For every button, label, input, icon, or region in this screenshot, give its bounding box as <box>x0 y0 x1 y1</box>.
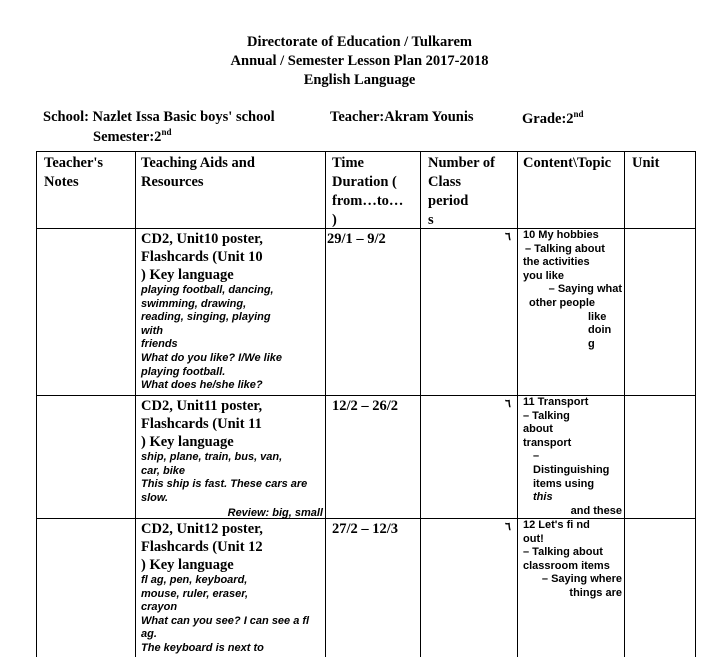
row-2-aids: CD2, Unit11 poster, Flashcards (Unit 11 ) Key language ship, plane, train, bus, van, car, bike This ship is fast. These cars are slow. Review: big, small <box>141 398 323 520</box>
row-3-periods: ٦ <box>505 521 511 533</box>
row-3-time: 27/2 – 12/3 <box>332 521 399 537</box>
table-border-top <box>36 151 696 152</box>
row-3-content: 12 Let's fi nd out! – Talking about classroom items – Saying where things are <box>523 519 622 599</box>
row-1-content: 10 My hobbies – Talking about the activities you like – Saying what other people like doin g <box>523 229 622 350</box>
col-header-unit: Unit <box>632 155 660 171</box>
doc-title-line-2: Annual / Semester Lesson Plan 2017-2018 <box>230 53 489 69</box>
col-divider-1 <box>135 151 136 657</box>
row-1-time: 29/1 – 9/2 <box>327 231 386 247</box>
doc-title-line-3: English Language <box>303 72 416 88</box>
table-border-left <box>36 151 37 657</box>
col-divider-5 <box>624 151 625 657</box>
teacher-label: Teacher:Akram Younis <box>330 109 474 125</box>
col-header-content: Content\Topic <box>523 155 612 171</box>
row-2-time: 12/2 – 26/2 <box>332 398 399 414</box>
grade-label: Grade:2nd <box>522 109 584 127</box>
col-divider-3 <box>420 151 421 657</box>
row-2-review: Review: big, small <box>227 507 323 520</box>
school-label: School: Nazlet Issa Basic boys' school <box>43 109 275 125</box>
doc-title-line-1: Directorate of Education / Tulkarem <box>246 34 472 50</box>
row-2-content: 11 Transport – Talking about transport – Distinguishing items using this and these <box>523 396 622 517</box>
row-2-periods: ٦ <box>505 398 511 410</box>
row-1-aids: CD2, Unit10 poster, Flashcards (Unit 10 ) Key language playing football, dancing, swimming, drawing, reading, singing, playing with friends What do you like? I/We like playing football. What does he/she like? <box>141 231 282 392</box>
col-header-periods: Number of Class period s <box>428 155 495 228</box>
col-header-notes: Teacher's Notes <box>44 155 104 190</box>
col-divider-2 <box>325 151 326 657</box>
semester-label: Semester:2nd <box>93 127 172 145</box>
row-3-aids: CD2, Unit12 poster, Flashcards (Unit 12 ) Key language fl ag, pen, keyboard, mouse, ruler, eraser, crayon What can you see? I can see a fl ag. The keyboard is next to <box>141 521 310 654</box>
col-divider-4 <box>517 151 518 657</box>
col-header-time: Time Duration ( from…to… ) <box>332 155 404 228</box>
table-border-right <box>695 151 696 657</box>
col-header-aids: Teaching Aids and Resources <box>141 155 255 190</box>
row-1-periods: ٦ <box>505 231 511 243</box>
